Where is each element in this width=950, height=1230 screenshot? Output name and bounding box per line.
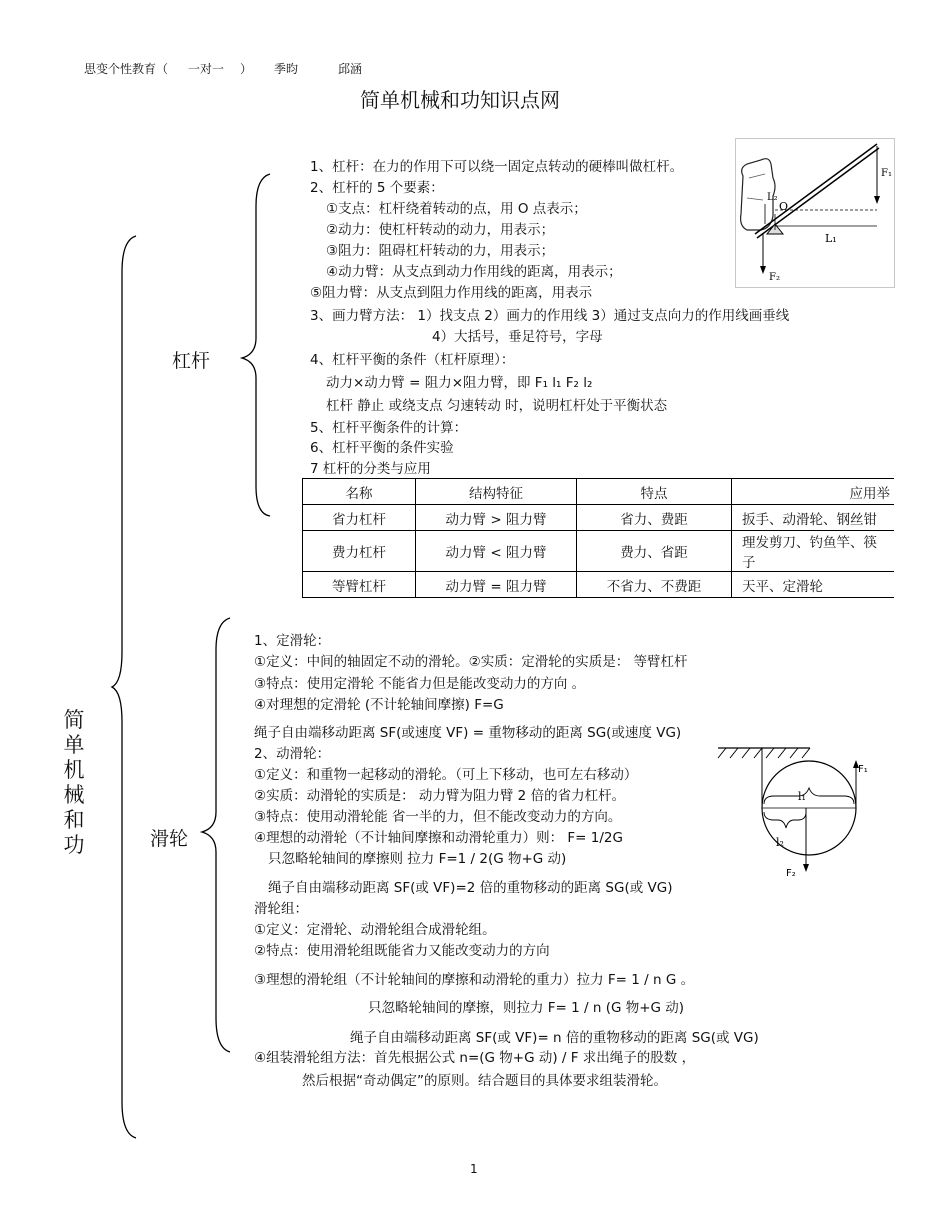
lever-line: 动力×动力臂 = 阻力×阻力臂，即 F₁ l₁ F₂ l₂	[326, 375, 593, 391]
header-org: 思变个性教育（	[84, 62, 169, 76]
table-cell: 动力臂 < 阻力臂	[416, 531, 577, 572]
header-close: ）	[240, 62, 253, 76]
pulley-l2-label: l₂	[776, 836, 784, 849]
table-cell: 省力杠杆	[303, 505, 416, 531]
lever-line: 2、杠杆的 5 个要素：	[310, 180, 444, 196]
pulley-line: 2、动滑轮：	[254, 746, 331, 762]
table-header: 应用举	[732, 479, 895, 505]
lever-l1-label: L₁	[825, 232, 837, 245]
lever-line: ①支点：杠杆绕着转动的点，用 O 点表示；	[326, 201, 587, 217]
pulley-line: ④理想的动滑轮（不计轴间摩擦和动滑轮重力）则： F= 1/2G	[254, 830, 623, 846]
pulley-line: 只忽略轮轴间的摩擦则 拉力 F=1 / 2(G 物+G 动)	[268, 851, 567, 867]
main-topic-char: 单	[63, 733, 85, 757]
pulley-line: ①定义：和重物一起移动的滑轮。（可上下移动，也可左右移动）	[254, 767, 638, 783]
lever-line: 杠杆 静止 或绕支点 匀速转动 时，说明杠杆处于平衡状态	[326, 398, 668, 414]
lever-line: 3、画力臂方法： 1）找支点 2）画力的作用线 3）通过支点向力的作用线画垂线	[310, 308, 790, 324]
lever-brace	[236, 170, 276, 520]
pulley-line: ④对理想的定滑轮 (不计轮轴间摩擦) F=G	[254, 697, 504, 713]
pulley-line: 1、定滑轮：	[254, 633, 331, 649]
table-cell: 费力杠杆	[303, 531, 416, 572]
table-cell: 省力、费距	[577, 505, 732, 531]
pulley-label: 滑轮	[150, 828, 189, 850]
table-header: 名称	[303, 479, 416, 505]
pulley-line: 然后根据“奇动偶定”的原则。结合题目的具体要求组装滑轮。	[302, 1073, 667, 1089]
pulley-line: ①定义：中间的轴固定不动的滑轮。②实质：定滑轮的实质是： 等臂杠杆	[254, 654, 688, 670]
table-row	[303, 572, 895, 598]
table-cell: 天平、定滑轮	[732, 572, 895, 598]
main-brace	[108, 232, 148, 1142]
table-header-row	[303, 479, 895, 505]
main-topic-char: 械	[63, 783, 85, 807]
main-topic-char: 功	[63, 833, 85, 857]
pulley-f2-label: F₂	[786, 868, 796, 879]
lever-figure	[735, 138, 895, 288]
main-topic-char: 简	[63, 708, 85, 732]
pulley-line: 绳子自由端移动距离 SF(或 VF)= n 倍的重物移动的距离 SG(或 VG)	[350, 1030, 759, 1046]
table-cell: 扳手、动滑轮、钢丝钳	[732, 505, 895, 531]
lever-line: ②动力：使杠杆转动的动力，用表示；	[326, 222, 555, 238]
lever-line: 1、杠杆：在力的作用下可以绕一固定点转动的硬棒叫做杠杆。	[310, 159, 684, 175]
page-number: 1	[470, 1162, 478, 1176]
lever-l2-label: L₂	[767, 192, 778, 203]
main-topic-char: 机	[63, 758, 85, 782]
pulley-line: ②实质：动滑轮的实质是： 动力臂为阻力臂 2 倍的省力杠杆。	[254, 788, 626, 804]
pulley-line: ③特点：使用动滑轮能 省一半的力，但不能改变动力的方向。	[254, 809, 622, 825]
table-header: 特点	[577, 479, 732, 505]
lever-line: 4）大括号，垂足符号，字母	[432, 329, 603, 345]
pulley-f1-label: F₁	[858, 764, 868, 775]
lever-label: 杠杆	[172, 350, 211, 372]
lever-line: ③阻力：阻碍杠杆转动的力，用表示；	[326, 243, 555, 259]
table-header: 结构特征	[416, 479, 577, 505]
pulley-line: 绳子自由端移动距离 SF(或 VF)=2 倍的重物移动的距离 SG(或 VG)	[268, 880, 673, 896]
pulley-line: 只忽略轮轴间的摩擦，则拉力 F= 1 / n (G 物+G 动)	[368, 1000, 685, 1016]
pulley-line: ④组装滑轮组方法：首先根据公式 n=(G 物+G 动) / F 求出绳子的股数 ，	[254, 1050, 696, 1066]
table-cell: 理发剪刀、钓鱼竿、筷子	[732, 531, 895, 572]
lever-line: 6、杠杆平衡的条件实验	[310, 440, 454, 456]
header-student: 邱涵	[338, 62, 363, 76]
page-title: 简单机械和功知识点网	[360, 88, 560, 112]
fulcrum-label: O	[779, 200, 789, 213]
table-row	[303, 531, 895, 572]
pulley-brace	[198, 614, 238, 1054]
main-topic-char: 和	[63, 808, 85, 832]
lever-f1-label: F₁	[881, 168, 892, 179]
table-cell: 不省力、不费距	[577, 572, 732, 598]
pulley-line: 滑轮组：	[254, 901, 308, 917]
header-mode: 一对一	[188, 62, 225, 76]
header-teacher: 季昀	[274, 62, 299, 76]
table-cell: 动力臂 = 阻力臂	[416, 572, 577, 598]
table-cell: 费力、省距	[577, 531, 732, 572]
main-topic	[62, 708, 86, 858]
pulley-figure	[714, 742, 884, 882]
lever-line: ⑤阻力臂：从支点到阻力作用线的距离，用表示	[310, 285, 593, 301]
pulley-line: ②特点：使用滑轮组既能省力又能改变动力的方向	[254, 943, 550, 959]
lever-line: 5、杠杆平衡条件的计算：	[310, 420, 468, 436]
table-row	[303, 505, 895, 531]
lever-line: ④动力臂：从支点到动力作用线的距离，用表示；	[326, 264, 622, 280]
lever-f2-label: F₂	[769, 272, 780, 283]
lever-table	[302, 478, 894, 598]
lever-line: 4、杠杆平衡的条件（杠杆原理）：	[310, 352, 515, 368]
table-cell: 等臂杠杆	[303, 572, 416, 598]
pulley-line: ①定义：定滑轮、动滑轮组合成滑轮组。	[254, 922, 496, 938]
pulley-l1-label: l₁	[798, 790, 806, 803]
table-cell: 动力臂 > 阻力臂	[416, 505, 577, 531]
lever-line: 7 杠杆的分类与应用	[310, 461, 431, 477]
pulley-line: 绳子自由端移动距离 SF(或速度 VF) = 重物移动的距离 SG(或速度 VG)	[254, 725, 682, 741]
pulley-line: ③理想的滑轮组（不计轮轴间的摩擦和动滑轮的重力）拉力 F= 1 / n G 。	[254, 972, 695, 988]
pulley-line: ③特点：使用定滑轮 不能省力但是能改变动力的方向 。	[254, 676, 586, 692]
